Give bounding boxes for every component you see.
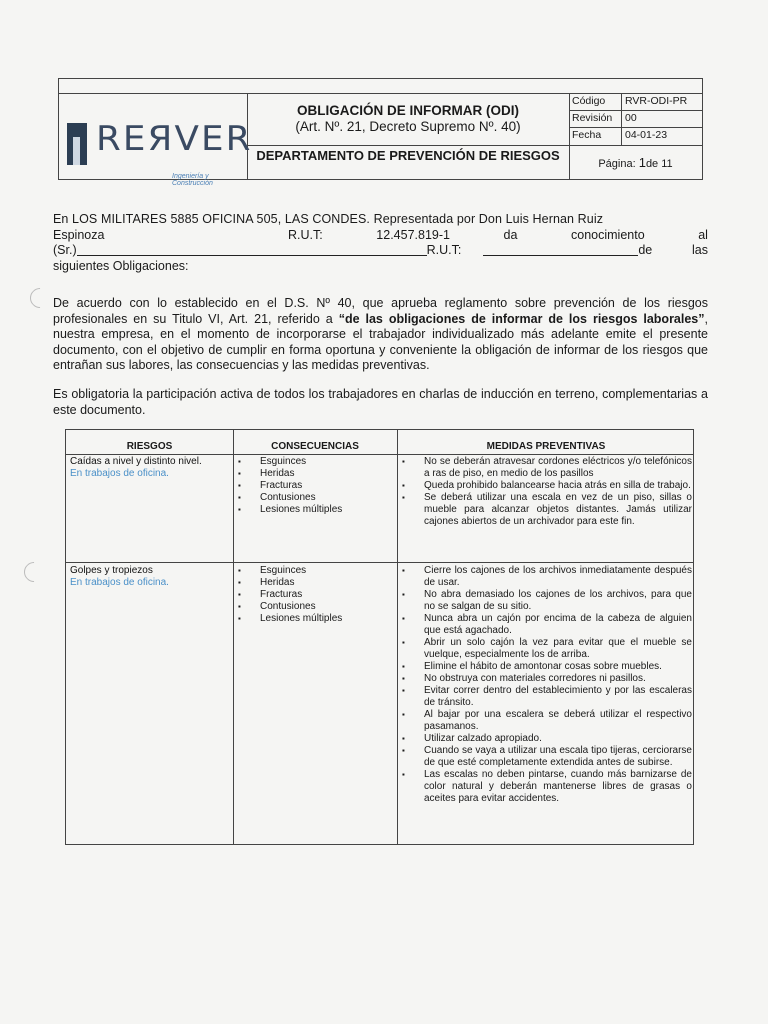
row-divider [66, 562, 693, 563]
document-subtitle: (Art. Nº. 21, Decreto Supremo Nº. 40) [295, 119, 521, 134]
consequence-item: ▪ Heridas [234, 577, 394, 589]
page-number-cell [569, 145, 702, 179]
consequence-item: ▪ Contusiones [234, 492, 394, 504]
legal-text-emphasis: “de las obligaciones de informar de los riesgos laborales” [338, 311, 705, 326]
table-header-cell: MEDIDAS PREVENTIVAS [486, 441, 606, 452]
consequence-item: ▪ Heridas [234, 468, 394, 480]
measure-item: ▪ Cierre los cajones de los archivos inmediatamente después de usar. [398, 565, 692, 589]
intro-word: conocimiento [571, 227, 645, 242]
consequence-item: ▪ Esguinces [234, 565, 394, 577]
consequence-item: ▪ Lesiones múltiples [234, 613, 394, 625]
rut-label: R.U.T: [288, 227, 323, 242]
meta-value: 04-01-23 [625, 129, 668, 141]
risk-context: En trabajos de oficina. [70, 577, 169, 588]
measure-item: ▪ Evitar correr dentro del establecimiento y por las escaleras de tránsito. [398, 685, 692, 709]
consequence-item: ▪ Fracturas [234, 589, 394, 601]
consequence-item: ▪ Lesiones múltiples [234, 504, 394, 516]
page-number: 1 [638, 155, 646, 170]
measure-item: ▪ No se deberán atravesar cordones eléctricos y/o telefónicos a ras de piso, en medio de los pasillos [398, 456, 692, 480]
intro-word: da [503, 227, 518, 242]
worker-rut-field[interactable] [483, 243, 638, 256]
induction-paragraph: Es obligatoria la participación activa de todos los trabajadores en charlas de inducción en terreno, complementarias a este documento. [53, 387, 708, 417]
intro-word: de [638, 243, 653, 257]
legal-paragraph [53, 296, 708, 374]
legal-text: De acuerdo con lo establecido en el D.S. Nº 40, que aprueba reglamento sobre prevención de los riesgos profesionales en su Titulo VI, Art. 21, referido a [53, 296, 708, 326]
consequence-item: ▪ Contusiones [234, 601, 394, 613]
document-header [58, 78, 703, 187]
intro-name-part: Espinoza [53, 227, 105, 242]
department-cell [247, 145, 570, 179]
meta-row-code [569, 93, 702, 111]
meta-divider [621, 93, 622, 145]
title-cell [247, 93, 570, 146]
intro-line [53, 228, 708, 244]
measure-item: ▪ Elimine el hábito de amontonar cosas sobre muebles. [398, 661, 692, 673]
risk-context: En trabajos de oficina. [70, 468, 169, 479]
measure-item: ▪ Las escalas no deben pintarse, cuando más barnizarse de color natural y deberán mantenerse libres de grasas o aceites para evitar accidentes. [398, 769, 692, 805]
measure-item: ▪ No obstruya con materiales corredores ni pasillos. [398, 673, 692, 685]
risk-name: Golpes y tropiezos [70, 565, 153, 576]
logo-cell [59, 93, 253, 187]
meta-key: Revisión [572, 112, 613, 124]
worker-label: (Sr.) [53, 243, 77, 257]
table-header-cell: RIESGOS [126, 441, 173, 452]
measure-item: ▪ Al bajar por una escalera se deberá utilizar el respectivo pasamanos. [398, 709, 692, 733]
table-row-2-consequences [234, 565, 394, 625]
rut-value: 12.457.819-1 [376, 227, 450, 242]
risk-name: Caídas a nivel y distinto nivel. [70, 456, 202, 467]
table-row-2-risk [70, 565, 230, 589]
measure-item: ▪ Se deberá utilizar una escala en vez de un piso, sillas o mueble para alcanzar objetos distantes. Jamás utilizar cajones abiertos de un archivador para este fin. [398, 492, 692, 528]
document-title: OBLIGACIÓN DE INFORMAR (ODI) [297, 103, 519, 118]
logo-mark-inner [73, 137, 80, 165]
meta-value: RVR-ODI-PR [625, 95, 688, 107]
measure-item: ▪ Abrir un solo cajón la vez para evitar que el mueble se vuelque, especialmente los de arriba. [398, 637, 692, 661]
document-meta [569, 93, 702, 145]
meta-key: Código [572, 95, 606, 107]
meta-row-date [569, 127, 702, 146]
meta-row-revision [569, 110, 702, 128]
intro-line [53, 243, 708, 259]
worker-name-field[interactable] [77, 243, 427, 256]
measure-item: ▪ Nunca abra un cajón por encima de la cabeza de alguien que está agachado. [398, 613, 692, 637]
measure-item: ▪ Utilizar calzado apropiado. [398, 733, 692, 745]
page-label: Página: [598, 158, 636, 170]
legal-text: , nuestra empresa, en el momento de incorporarse el trabajador individualizado más adelante emite el presente documento, con el objetivo de cumplir en forma oportuna y conveniente la obligación de informar de los riesgos que entrañan sus labores, las consecuencias y las medidas preventivas. [53, 311, 708, 372]
intro-line: En LOS MILITARES 5885 OFICINA 505, LAS CONDES. Representada por Don Luis Hernan Ruiz [53, 212, 604, 226]
page-total: de 11 [645, 158, 673, 170]
intro-word: al [698, 227, 708, 242]
measure-item: ▪ Cuando se vaya a utilizar una escala tipo tijeras, cerciorarse de que esté completamente extendida antes de subirse. [398, 745, 692, 769]
meta-value: 00 [625, 112, 637, 124]
measure-item: ▪ No abra demasiado los cajones de los archivos, para que no se salgan de su sitio. [398, 589, 692, 613]
intro-line: siguientes Obligaciones: [53, 258, 189, 273]
header-top-bar [59, 79, 702, 94]
department-name: DEPARTAMENTO DE PREVENCIÓN DE RIESGOS [256, 148, 560, 163]
consequence-item: ▪ Esguinces [234, 456, 394, 468]
table-row-1-consequences [234, 456, 394, 516]
table-row-2-measures [398, 565, 692, 805]
intro-word: las [692, 243, 708, 257]
risk-table [65, 429, 694, 845]
binder-hole-mark [26, 284, 54, 312]
meta-key: Fecha [572, 129, 602, 141]
binder-hole-mark [20, 558, 48, 586]
rut-label: R.U.T: [426, 243, 462, 257]
table-row-1-risk [70, 456, 230, 480]
company-logo: REЯVER [96, 119, 253, 159]
intro-paragraph [53, 212, 708, 274]
measure-item: ▪ Queda prohibido balancearse hacia atrás en silla de trabajo. [398, 480, 692, 492]
table-header-cell: CONSECUENCIAS [271, 441, 359, 452]
company-tagline: Ingeniería y Construcción [172, 173, 213, 187]
consequence-item: ▪ Fracturas [234, 480, 394, 492]
table-row-1-measures [398, 456, 692, 528]
